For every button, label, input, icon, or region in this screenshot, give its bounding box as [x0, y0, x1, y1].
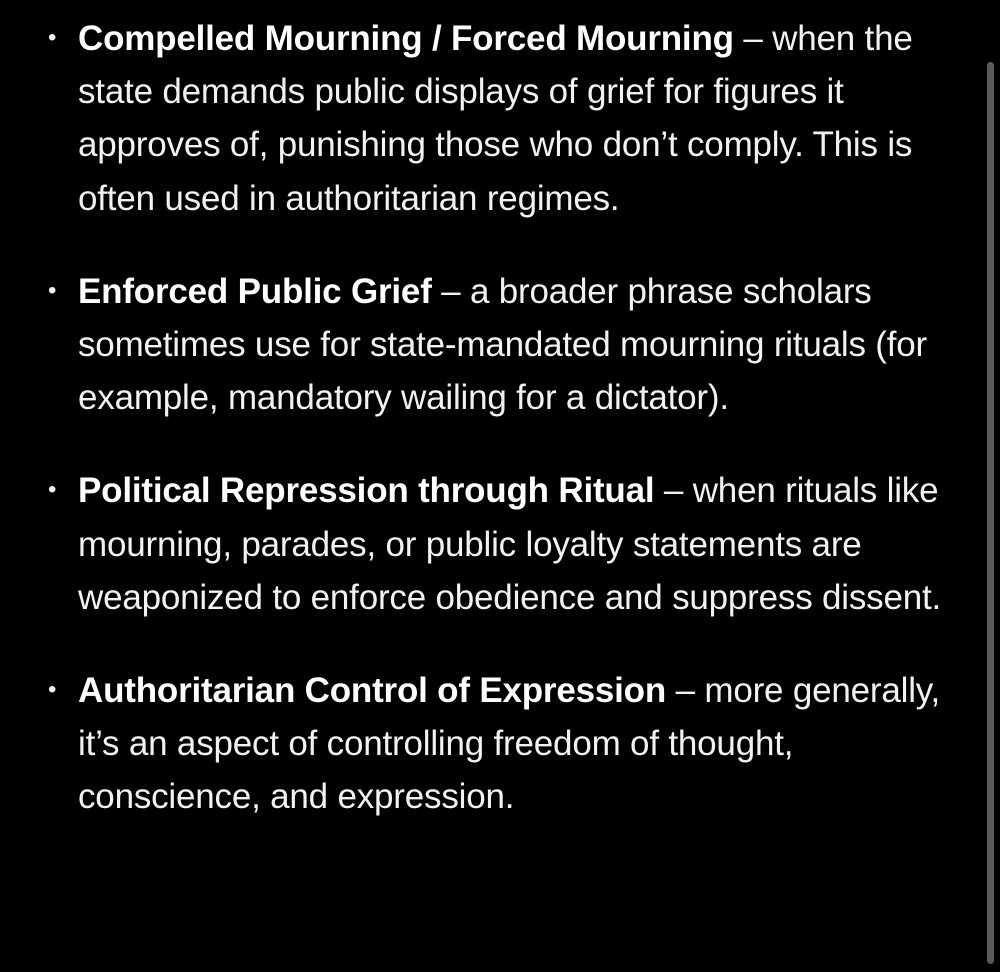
term-dash: – [431, 271, 470, 311]
term-dash: – [666, 670, 705, 710]
scrollbar-track[interactable] [978, 0, 1000, 972]
term-label: Enforced Public Grief [78, 271, 432, 311]
list-item [40, 12, 950, 225]
term-description: when the state demands public displays of grief for figures it approves of, punishing those who don’t comply. This is often used in authoritarian regimes. [78, 19, 913, 218]
term-label: Authoritarian Control of Expression [78, 670, 667, 710]
term-description: when rituals like mourning, parades, or public loyalty statements are weaponized to enforce obedience and suppress dissent. [78, 471, 942, 617]
definition-list [40, 12, 950, 823]
list-item [40, 664, 950, 824]
list-item [40, 265, 950, 425]
term-dash: – [654, 471, 693, 511]
term-label: Compelled Mourning / Forced Mourning [78, 19, 734, 58]
term-label: Political Repression through Ritual [78, 471, 655, 511]
term-description: a broader phrase scholars sometimes use for state-mandated mourning rituals (for example, mandatory wailing for a dictator). [78, 271, 928, 418]
list-item [40, 464, 950, 624]
term-description: more generally, it’s an aspect of controlling freedom of thought, conscience, and expression. [78, 670, 941, 817]
scrollbar-thumb[interactable] [987, 62, 994, 964]
term-dash: – [733, 19, 773, 58]
